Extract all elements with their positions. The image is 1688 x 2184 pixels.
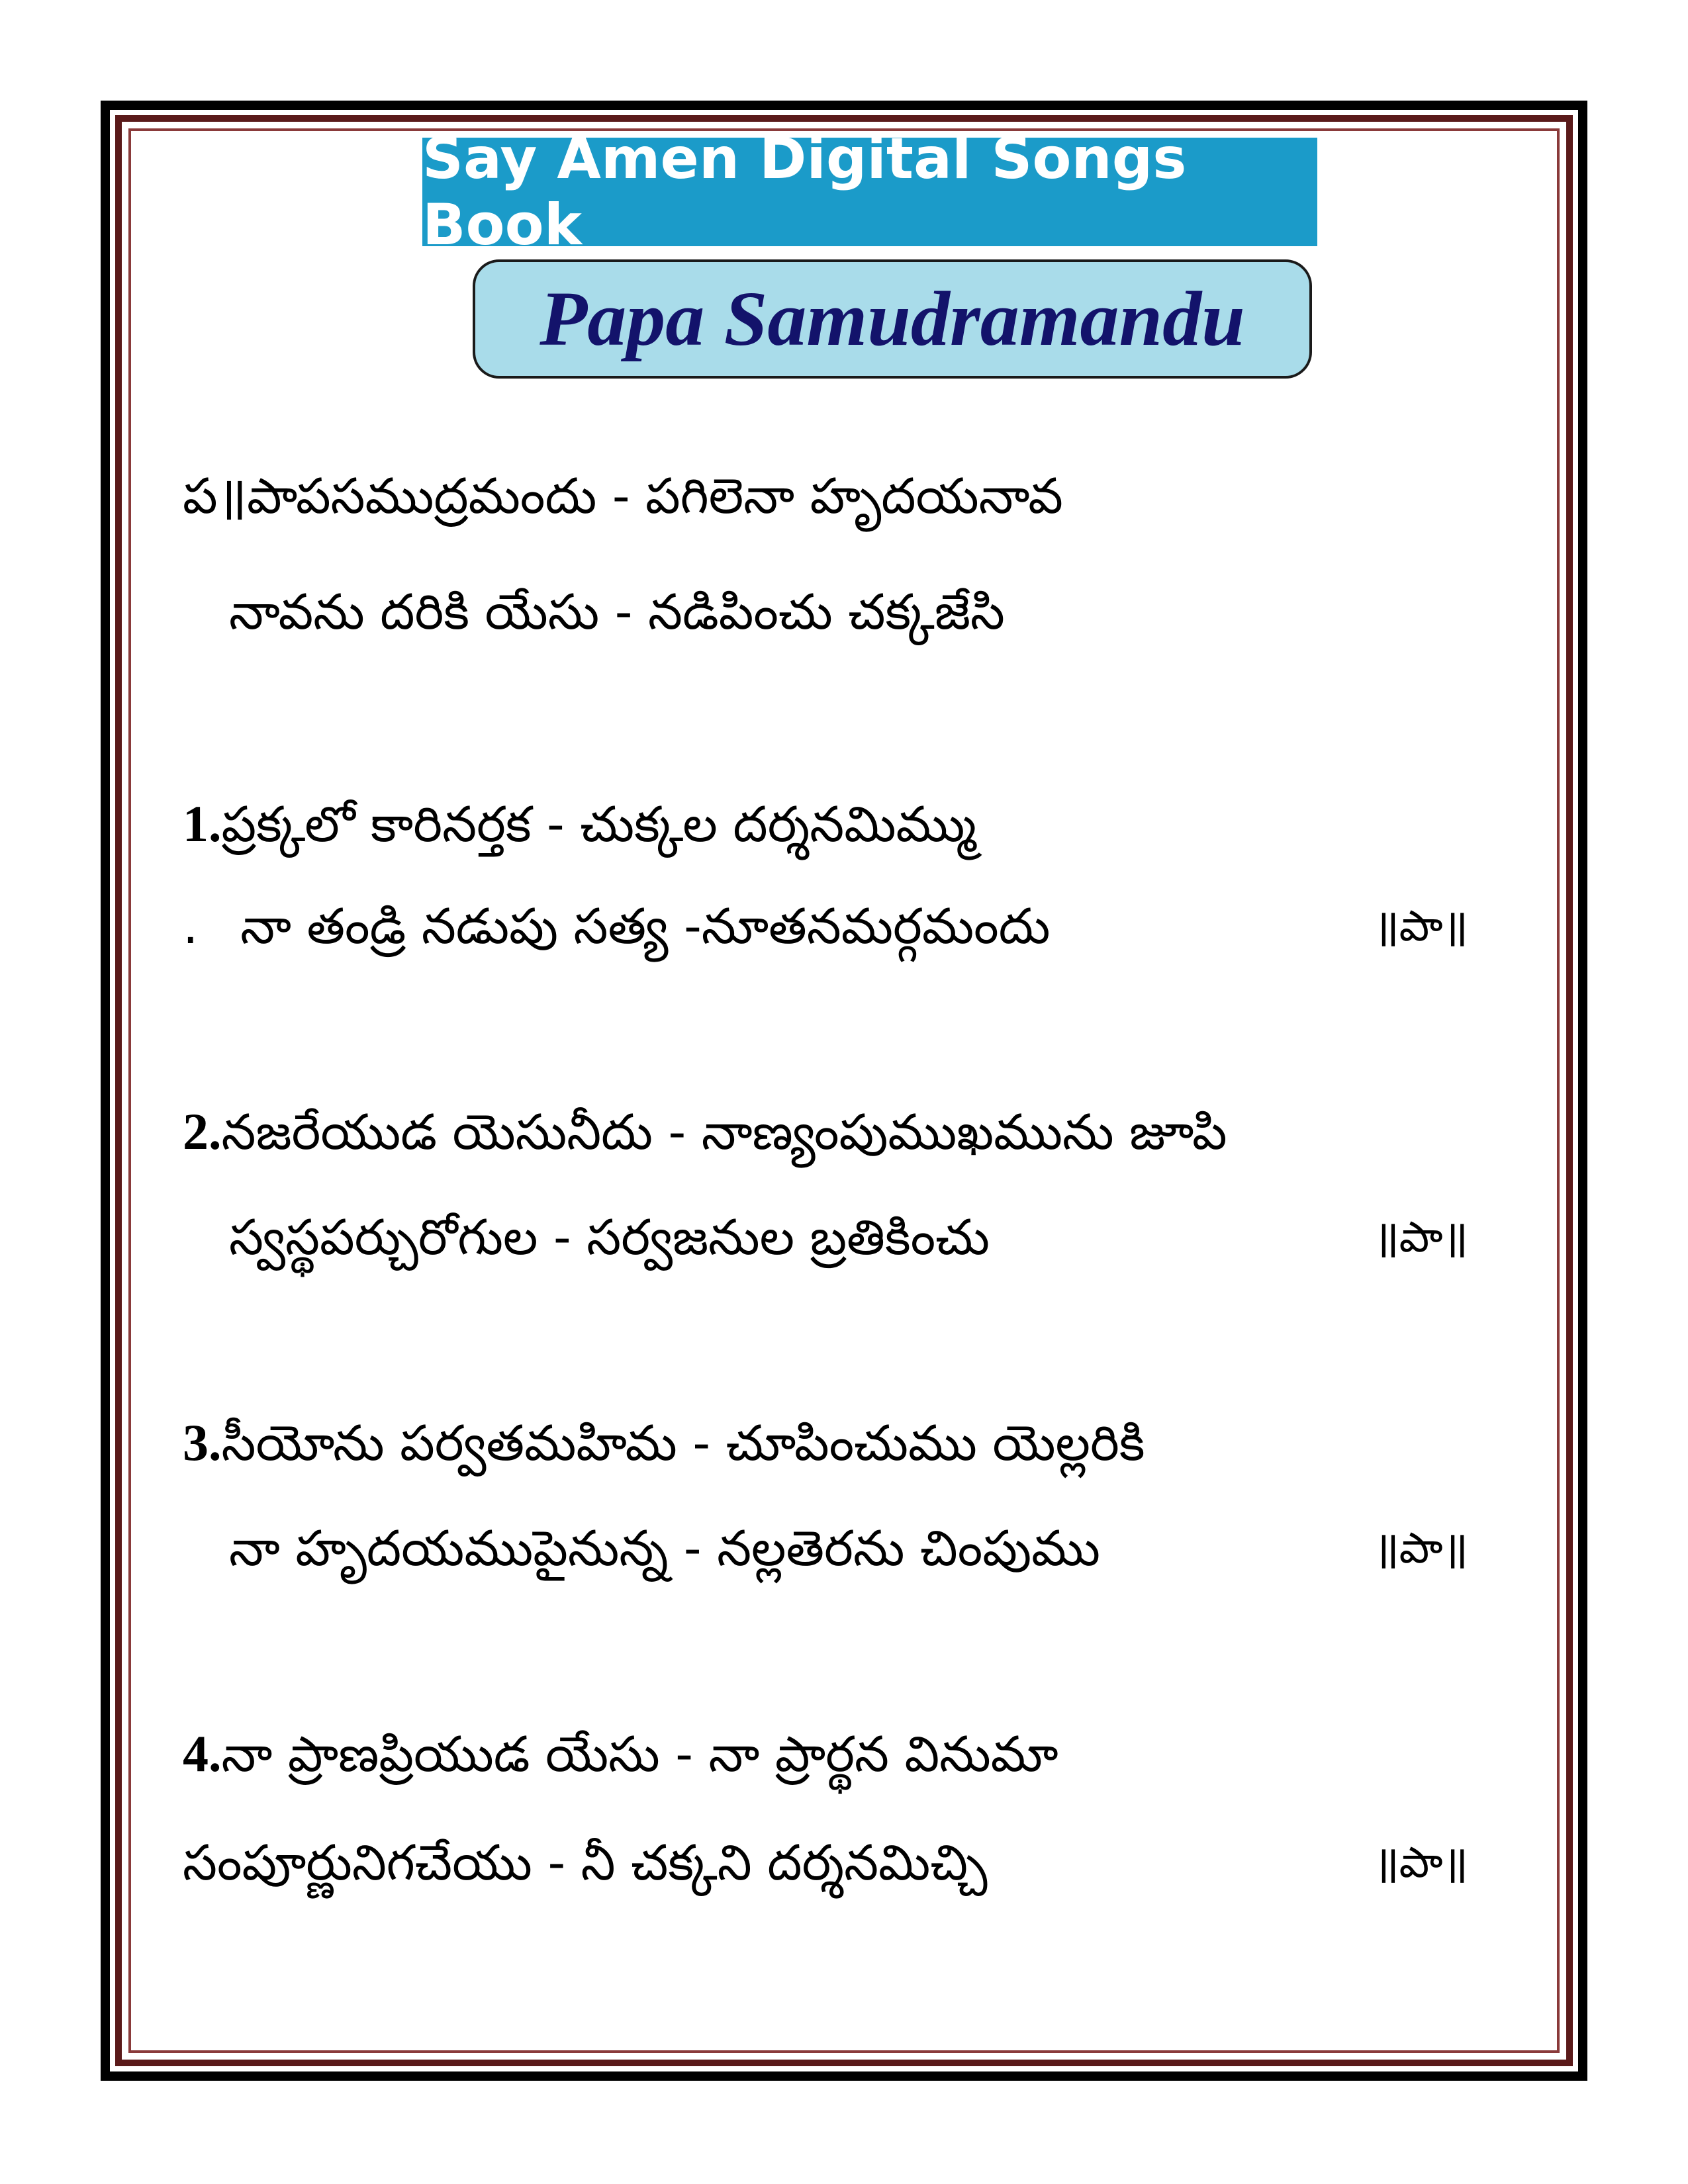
verse-2-text-2: స్వస్థపర్చురోగుల - సర్వజనుల బ్రతికించు xyxy=(229,1209,990,1266)
chorus-line-2 xyxy=(229,566,1553,659)
verse-1-line-1 xyxy=(183,778,1507,870)
verse-1-text-1: ప్రక్కలో కారినర్తక - చుక్కల దర్శనమిమ్ము xyxy=(221,796,976,853)
song-title: Papa Samudramandu xyxy=(473,259,1312,379)
verse-3-line-2 xyxy=(229,1502,1553,1595)
verse-1-text-2: నా తండ్రి నడుపు సత్య -నూతనమర్గమందు xyxy=(240,898,1051,955)
chorus-text-2: నావను దరికి యేసు - నడిపించు చక్కజేసి xyxy=(229,584,1005,641)
chorus-line-1 xyxy=(183,450,1507,543)
verse-4-line-2 xyxy=(183,1817,1507,1909)
verse-2-number: 2. xyxy=(183,1103,222,1160)
verse-3-refrain-mark: ॥పా॥ xyxy=(1374,1524,1468,1573)
verse-4-text-2: సంపూర్ణునిగచేయు - నీ చక్కని దర్శనమిచ్చి xyxy=(183,1835,988,1891)
verse-2-refrain-mark: ॥పా॥ xyxy=(1374,1213,1468,1262)
verse-3-line-1 xyxy=(183,1396,1507,1489)
verse-1-number: 1. xyxy=(183,795,222,852)
chorus-text-1: ప॥పాపసముద్రమందు - పగిలెనా హృదయనావ xyxy=(183,468,1063,525)
verse-3-text-1: సీయోను పర్వతమహిమ - చూపించుము యెల్లరికి xyxy=(221,1415,1145,1472)
verse-2-line-1 xyxy=(183,1085,1507,1178)
verse-4-refrain-mark: ॥పా॥ xyxy=(1374,1839,1468,1888)
verse-2-line-2 xyxy=(229,1191,1553,1284)
book-banner: Say Amen Digital Songs Book xyxy=(422,138,1317,246)
verse-2-text-1: నజరేయుడ యెసునీదు - నాణ్యంపుముఖమును జూపి xyxy=(221,1104,1227,1161)
verse-4-number: 4. xyxy=(183,1725,222,1782)
verse-1-refrain-mark: ॥పా॥ xyxy=(1374,902,1468,951)
verse-4-text-1: నా ప్రాణప్రియుడ యేసు - నా ప్రార్థన వినుమా xyxy=(221,1726,1058,1783)
verse-3-text-2: నా హృదయముపైనున్న - నల్లతెరను చింపుము xyxy=(229,1520,1100,1577)
verse-1-line-2 xyxy=(183,880,1507,973)
verse-1-prefix: . xyxy=(183,898,199,955)
verse-3-number: 3. xyxy=(183,1414,222,1471)
verse-4-line-1 xyxy=(183,1707,1507,1800)
